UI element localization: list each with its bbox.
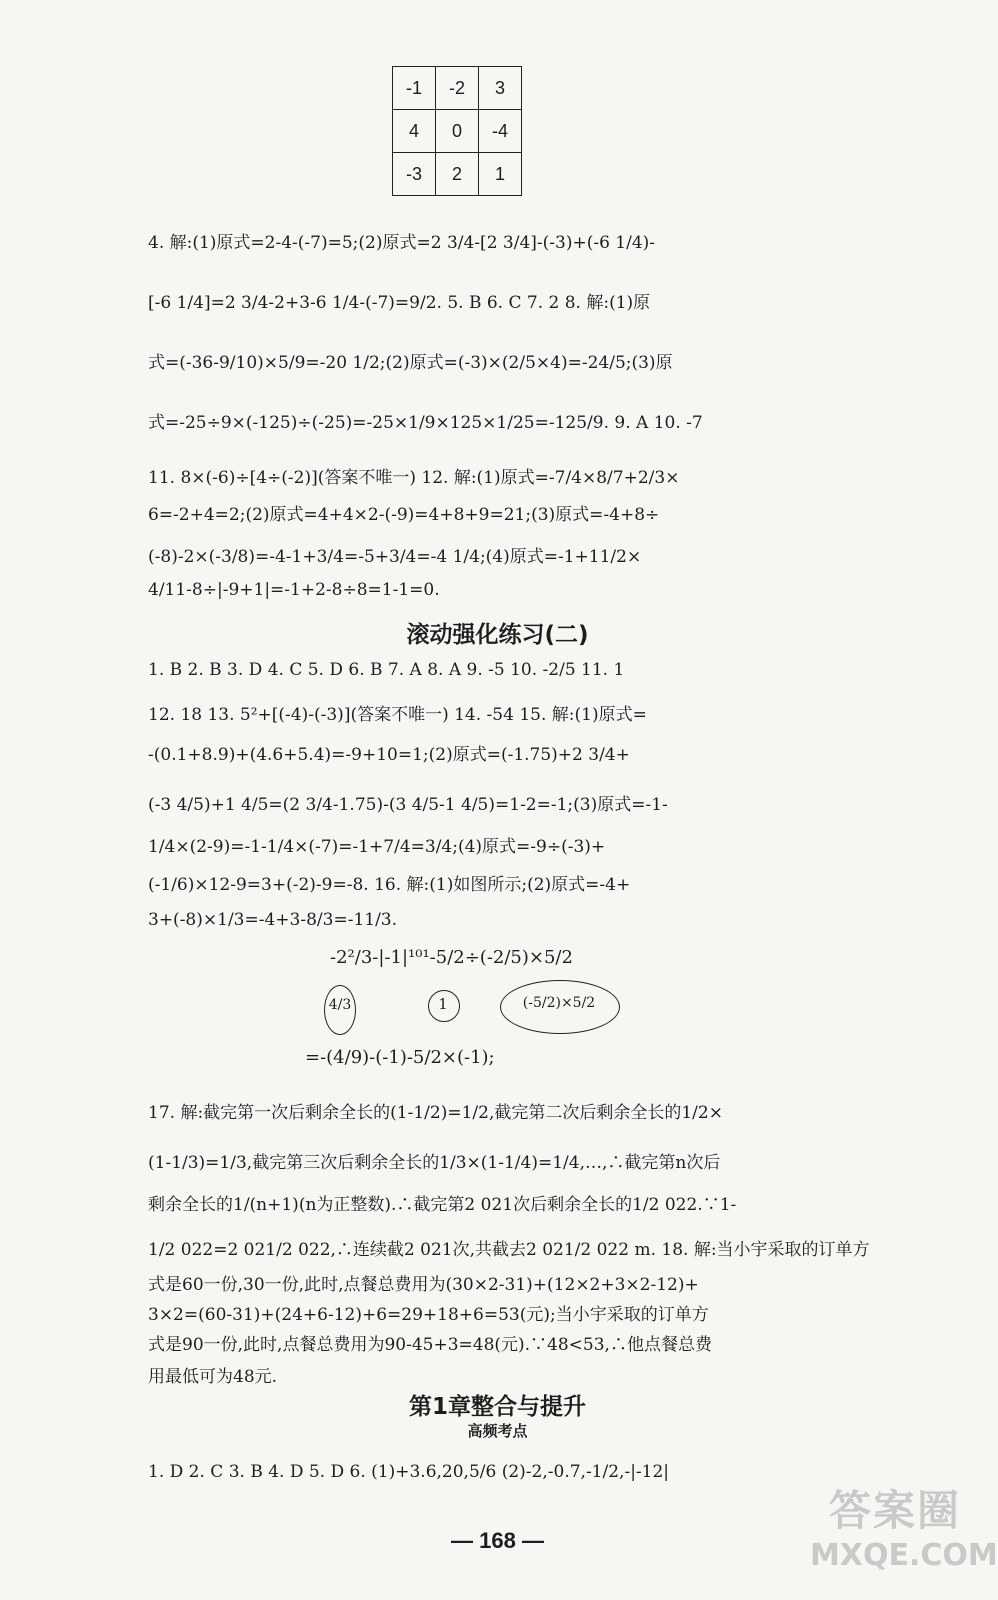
answer-line: 1/4×(2-9)=-1-1/4×(-7)=-1+7/4=3/4;(4)原式=-9÷(-3)+	[148, 837, 606, 857]
watermark-url: MXQE.COM	[810, 1538, 998, 1573]
table-cell: -2	[436, 67, 479, 110]
answer-line: 3+(-8)×1/3=-4+3-8/3=-11/3.	[148, 910, 398, 930]
answer-line: 式=(-36-9/10)×5/9=-20 1/2;(2)原式=(-3)×(2/5×4)=-24/5;(3)原	[148, 353, 673, 373]
answer-line: 4/11-8÷|-9+1|=-1+2-8÷8=1-1=0.	[148, 580, 440, 600]
answer-line: 17. 解:截完第一次后剩余全长的(1-1/2)=1/2,截完第二次后剩余全长的1/2×	[148, 1103, 723, 1123]
table-cell: 4	[393, 110, 436, 153]
table-row	[393, 153, 522, 196]
calculation-diagram	[300, 935, 680, 1085]
answer-line: (-3 4/5)+1 4/5=(2 3/4-1.75)-(3 4/5-1 4/5)=1-2=-1;(3)原式=-1-	[148, 795, 668, 815]
answer-line: 11. 8×(-6)÷[4÷(-2)](答案不唯一) 12. 解:(1)原式=-7/4×8/7+2/3×	[148, 468, 680, 488]
answer-line: 式是90一份,此时,点餐总费用为90-45+3=48(元).∵48<53,∴他点餐总费	[148, 1335, 712, 1355]
section-title: 滚动强化练习(二)	[406, 622, 589, 648]
answer-line: 1. D 2. C 3. B 4. D 5. D 6. (1)+3.6,20,5/6 (2)-2,-0.7,-1/2,-|-12|	[148, 1462, 670, 1482]
table-cell: 1	[479, 153, 522, 196]
bubble-left-label: 4/3	[328, 997, 352, 1013]
answer-line: (-1/6)×12-9=3+(-2)-9=-8. 16. 解:(1)如图所示;(2)原式=-4+	[148, 875, 631, 895]
table-cell: -1	[393, 67, 436, 110]
chapter-title: 第1章整合与提升	[408, 1394, 586, 1420]
diagram-expression-result: =-(4/9)-(-1)-5/2×(-1);	[305, 1047, 495, 1068]
answer-line: 12. 18 13. 5²+[(-4)-(-3)](答案不唯一) 14. -54 15. 解:(1)原式=	[148, 705, 647, 725]
answer-line: [-6 1/4]=2 3/4-2+3-6 1/4-(-7)=9/2. 5. B 6. C 7. 2 8. 解:(1)原	[148, 293, 651, 313]
answer-line: 式=-25÷9×(-125)÷(-25)=-25×1/9×125×1/25=-125/9. 9. A 10. -7	[148, 413, 703, 433]
answer-line: 1. B 2. B 3. D 4. C 5. D 6. B 7. A 8. A 9. -5 10. -2/5 11. 1	[148, 660, 625, 680]
watermark-text: 答案圈	[828, 1486, 961, 1535]
bubble-mid-label: 1	[438, 995, 448, 1013]
table-row	[393, 67, 522, 110]
table-cell: -4	[479, 110, 522, 153]
magic-square-table	[392, 66, 522, 196]
answer-line: 式是60一份,30一份,此时,点餐总费用为(30×2-31)+(12×2+3×2-12)+	[148, 1275, 699, 1295]
answer-line: 剩余全长的1/(n+1)(n为正整数).∴截完第2 021次后剩余全长的1/2 022.∵1-	[148, 1195, 737, 1215]
answer-line: 用最低可为48元.	[148, 1367, 278, 1387]
answer-line: 6=-2+4=2;(2)原式=4+4×2-(-9)=4+8+9=21;(3)原式=-4+8÷	[148, 505, 660, 525]
table-row	[393, 110, 522, 153]
table-cell: 0	[436, 110, 479, 153]
table-cell: 3	[479, 67, 522, 110]
table-cell: 2	[436, 153, 479, 196]
answer-line: 1/2 022=2 021/2 022,∴连续截2 021次,共截去2 021/2 022 m. 18. 解:当小宇采取的订单方	[148, 1240, 870, 1260]
answer-line: (1-1/3)=1/3,截完第三次后剩余全长的1/3×(1-1/4)=1/4,…,∴截完第n次后	[148, 1153, 721, 1173]
diagram-expression: -2²/3-|-1|¹⁰¹-5/2÷(-2/5)×5/2	[330, 947, 573, 968]
watermark-logo	[810, 1478, 998, 1588]
answer-line: -(0.1+8.9)+(4.6+5.4)=-9+10=1;(2)原式=(-1.75)+2 3/4+	[148, 745, 630, 765]
answer-line: (-8)-2×(-3/8)=-4-1+3/4=-5+3/4=-4 1/4;(4)原式=-1+11/2×	[148, 547, 642, 567]
chapter-subtitle: 高频考点	[467, 1422, 528, 1440]
answer-line: 4. 解:(1)原式=2-4-(-7)=5;(2)原式=2 3/4-[2 3/4]-(-3)+(-6 1/4)-	[148, 233, 656, 253]
page-number: — 168 —	[451, 1528, 544, 1553]
table-cell: -3	[393, 153, 436, 196]
bubble-right-label: (-5/2)×5/2	[522, 995, 596, 1011]
answer-line: 3×2=(60-31)+(24+6-12)+6=29+18+6=53(元);当小宇采取的订单方	[148, 1305, 709, 1325]
